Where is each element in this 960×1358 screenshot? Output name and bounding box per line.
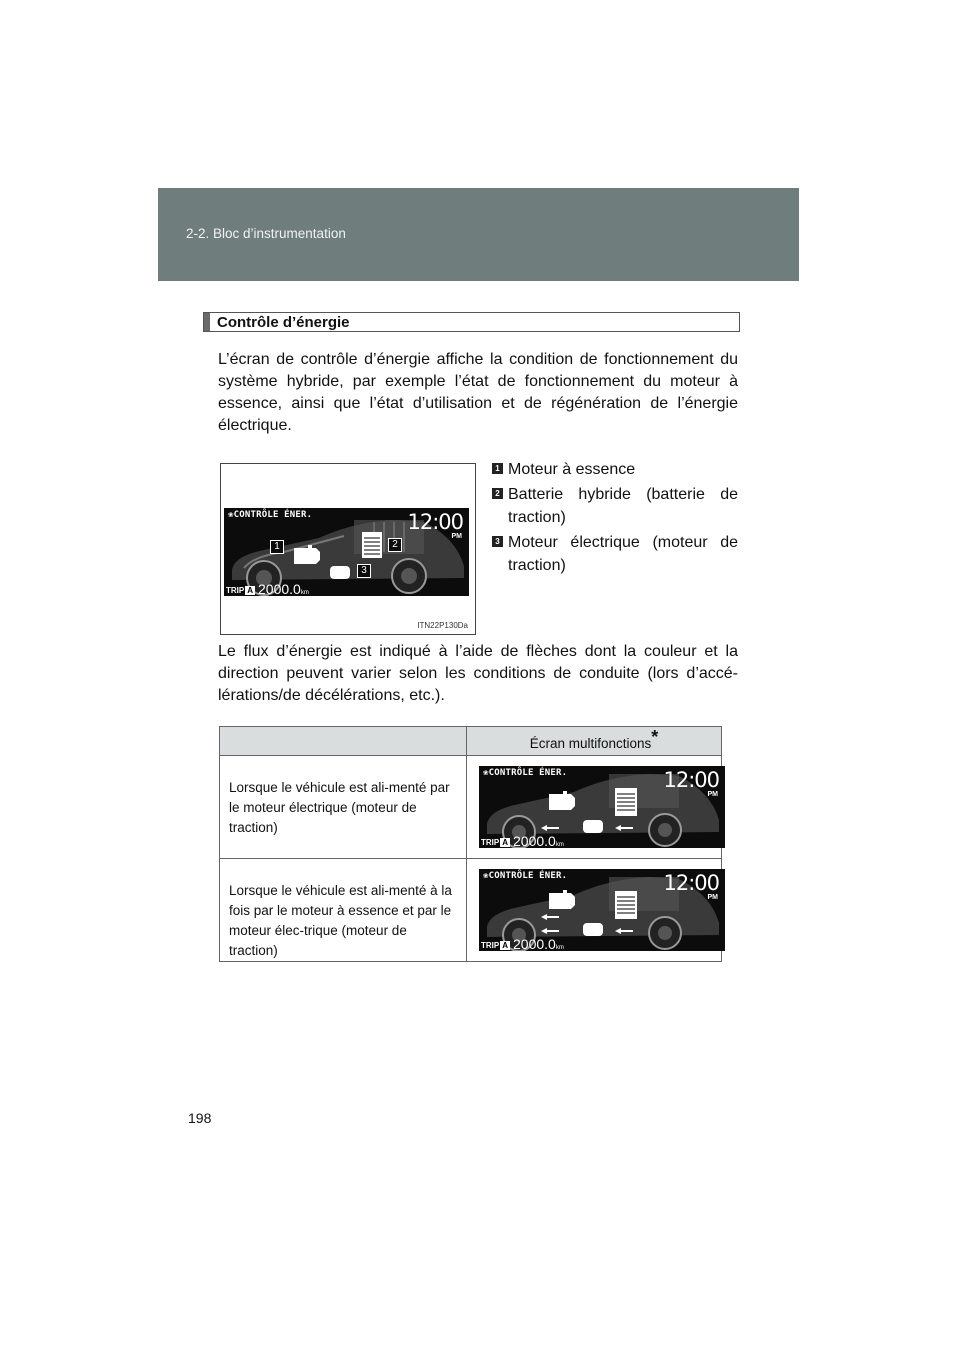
trip-label — [481, 838, 510, 847]
display-clock: 12:00 — [407, 510, 463, 534]
legend-item — [492, 458, 738, 481]
table-header — [467, 727, 722, 756]
legend-number: 1 — [492, 463, 503, 474]
title-accent-bar — [204, 313, 210, 331]
legend-label: Moteur électrique (moteur de traction) — [508, 534, 738, 574]
table-row — [220, 756, 722, 859]
odometer — [513, 833, 564, 848]
odometer-unit: km — [300, 590, 309, 596]
trip-id-badge: A — [247, 586, 254, 595]
row-description: Lorsque le véhicule est ali-menté par le moteur électrique (moteur de traction) — [220, 756, 467, 859]
display-ampm: PM — [707, 894, 718, 901]
display-clock: 12:00 — [663, 871, 719, 895]
trip-text: TRIP — [226, 586, 245, 595]
legend-item — [492, 531, 738, 577]
display-ampm: PM — [707, 791, 718, 798]
page-number: 198 — [188, 1110, 212, 1126]
table-header-empty — [220, 727, 467, 756]
odometer — [513, 936, 564, 951]
flow-paragraph: Le flux d’énergie est indiqué à l’aide de flèches dont la couleur et la direction peuvent varier selon les conditions de conduite (lors d’accé-lérations/de décélérations, etc.). — [218, 643, 738, 704]
legend-label: Batterie hybride (batterie de traction) — [508, 486, 738, 526]
trip-text: TRIP — [481, 838, 500, 847]
odometer-value: 2000.0 — [258, 581, 301, 596]
legend-number: 2 — [492, 488, 503, 499]
odometer-value: 2000.0 — [513, 936, 556, 951]
row-display-cell — [467, 756, 722, 859]
row-description: Lorsque le véhicule est ali-menté à la fois par le moteur à essence et par le moteur élec-trique (moteur de traction) — [220, 859, 467, 962]
callout-1: 1 — [270, 540, 284, 554]
section-title-box — [203, 312, 740, 332]
section-title: Contrôle d’énergie — [217, 314, 350, 331]
figure-legend — [492, 458, 738, 579]
legend-label: Moteur à essence — [508, 461, 636, 478]
odometer — [258, 581, 309, 596]
odometer-unit: km — [555, 945, 564, 951]
energy-monitor-screen — [479, 766, 725, 848]
intro-paragraph: L’écran de contrôle d’énergie affiche la condition de fonctionnement du système hybride, par exemple l’état de fonctionnement du moteur à essence, ainsi que l’état d’utilisation et de régénération de l’énergie électrique. — [218, 351, 738, 434]
section-breadcrumb: 2-2. Bloc d’instrumentation — [186, 226, 346, 241]
display-title: ❀CONTRÔLE ÉNER. — [228, 510, 313, 520]
trip-label — [481, 941, 510, 950]
table-row — [220, 859, 722, 962]
display-title: ❀CONTRÔLE ÉNER. — [483, 871, 568, 881]
trip-label — [226, 586, 255, 595]
energy-monitor-screen — [479, 869, 725, 951]
legend-item — [492, 483, 738, 529]
figure-code: ITN22P130Da — [417, 621, 468, 630]
trip-id-badge: A — [502, 941, 509, 950]
legend-number: 3 — [492, 536, 503, 547]
table-header-row — [220, 727, 722, 756]
callout-3: 3 — [357, 564, 371, 578]
energy-monitor-screen — [224, 508, 469, 596]
energy-monitor-figure — [220, 463, 476, 635]
table-header-label: Écran multifonctions — [529, 736, 652, 751]
trip-text: TRIP — [481, 941, 500, 950]
display-title: ❀CONTRÔLE ÉNER. — [483, 768, 568, 778]
display-ampm: PM — [451, 533, 462, 540]
callout-2: 2 — [388, 538, 402, 552]
page-header — [158, 188, 799, 281]
footnote-mark: * — [651, 727, 659, 747]
row-display-cell — [467, 859, 722, 962]
trip-id-badge: A — [502, 838, 509, 847]
odometer-value: 2000.0 — [513, 833, 556, 848]
display-table — [219, 726, 722, 962]
odometer-unit: km — [555, 842, 564, 848]
display-clock: 12:00 — [663, 768, 719, 792]
